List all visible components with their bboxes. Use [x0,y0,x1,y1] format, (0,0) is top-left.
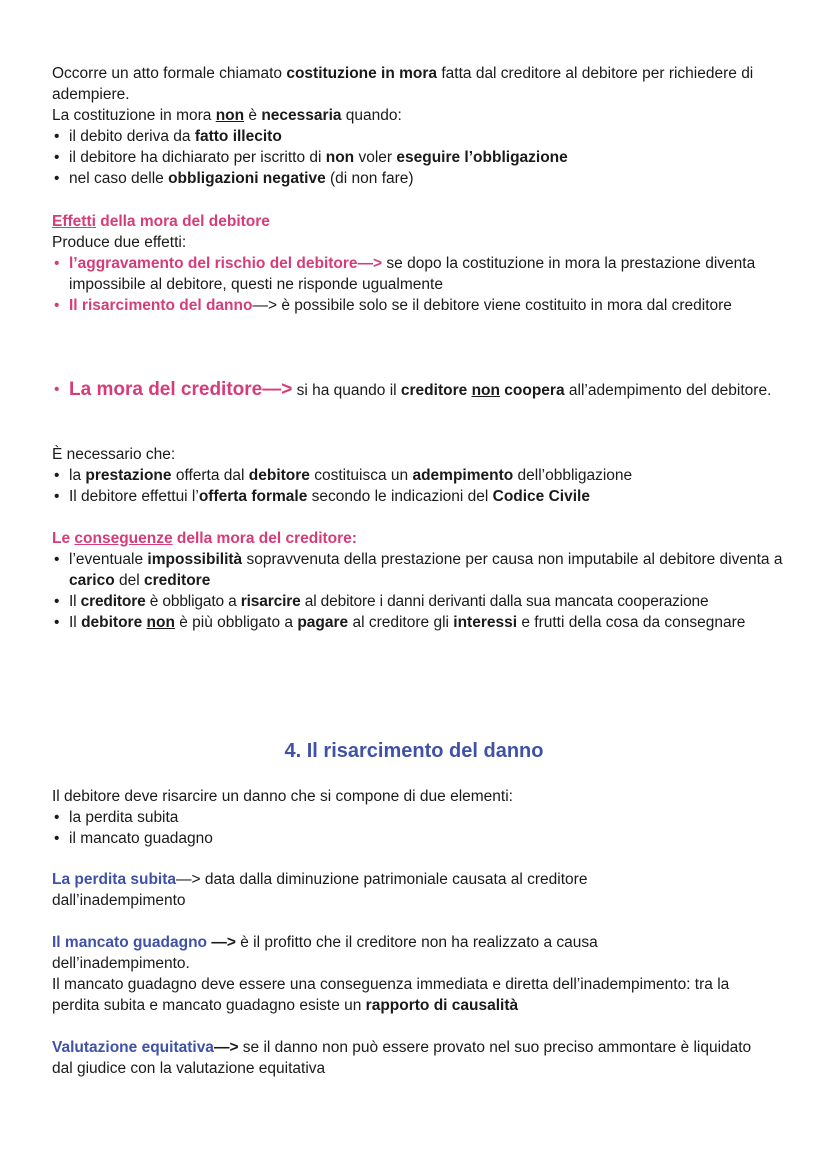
paragraph: Produce due effetti: [52,234,187,251]
bold-text: eseguire l’obbligazione [396,149,568,166]
blue-term: La perdita subita [52,871,177,888]
text: il debitore ha dichiarato per iscritto di [69,149,326,166]
text: Il mancato guadagno deve essere una conseguenza immediata e diretta dell’inadempimento: tra la perdita subita e mancato guadagno esiste un [52,976,730,1014]
chapter-title: 4. Il risarcimento del danno [284,740,544,762]
text: dell’obbligazione [513,467,633,484]
heading-underlined: conseguenze [74,530,173,547]
text: al debitore i danni derivanti dalla sua mancata cooperazione [300,593,709,610]
bold-text: pagare [297,614,349,631]
list-item [52,486,788,507]
bold-text: adempimento [412,467,514,484]
bold-text: costituzione in mora [286,65,438,82]
heading-text: Le [52,530,75,547]
arrow: —> [213,1039,239,1056]
text: secondo le indicazioni del [307,488,493,505]
bold-text: obbligazioni negative [168,170,326,187]
risarcimento-intro [52,786,788,849]
text: è il profitto che il creditore non ha realizzato a causa dell’inadempimento. [52,934,598,972]
section-heading [52,528,788,549]
arrow: —> [211,934,236,951]
paragraph [52,105,788,126]
list-item [52,465,788,486]
text: se il danno non può essere provato nel suo preciso ammontare è liquidato dal giudice con la valutazione equitativa [52,1039,752,1077]
conseguenze-section [52,528,788,633]
text: del [114,572,144,589]
causalita-paragraph [52,974,780,1016]
text: —> è possibile solo se il debitore viene costituito in mora dal creditore [252,297,732,314]
text: sopravvenuta della prestazione per causa non imputabile al debitore diventa a [242,551,783,568]
bold-text: debitore [248,467,310,484]
bold-text: impossibilità [147,551,243,568]
text: (di non fare) [325,170,414,187]
bold-text: creditore [143,572,211,589]
list-item [52,126,788,147]
text: il debito deriva da [69,128,195,145]
bold-text: non [325,149,355,166]
bold-text: risarcire [240,593,301,610]
text: Il [69,614,82,631]
bold-text: interessi [453,614,518,631]
section-heading [52,211,788,232]
heading-text: della mora del debitore [95,213,270,230]
section-title: La mora del creditore—> [69,379,293,400]
text: l’eventuale [69,551,148,568]
text: è obbligato a [145,593,241,610]
list-item [52,591,788,612]
underlined-text: non [146,614,175,631]
text: al creditore gli [348,614,454,631]
paragraph: Il debitore deve risarcire un danno che si compone di due elementi: [52,788,513,805]
list-item [52,168,788,189]
text: all’adempimento del debitore. [564,382,772,399]
pink-bold-text: Il risarcimento del danno [69,297,253,314]
bold-text: prestazione [85,467,172,484]
bold-text: coopera [504,382,565,399]
blue-term: Valutazione equitativa [52,1039,214,1056]
bold-text: fatto illecito [194,128,282,145]
text: Il [69,593,81,610]
underlined-text: non [215,107,245,124]
heading-underlined: Effetti [52,213,96,230]
bold-text: creditore [400,382,468,399]
blue-term: Il mancato guadagno [52,934,212,951]
text: voler [354,149,397,166]
list-item [52,549,788,591]
text: è [244,107,262,124]
bold-text: offerta formale [198,488,308,505]
bold-text: Codice Civile [492,488,590,505]
bold-text: necessaria [261,107,342,124]
text: quando: [341,107,402,124]
list-item [52,253,788,295]
text: La costituzione in mora [52,107,216,124]
text: fatta dal creditore al debitore per richiedere di adempiere. [52,65,754,103]
mancato-guadagno-paragraph [52,932,663,974]
costituzione-in-mora-section [52,63,788,189]
text: offerta dal [171,467,249,484]
paragraph: È necessario che: [52,446,176,463]
bold-text: rapporto di causalità [365,997,519,1014]
list-item: • il mancato guadagno [52,828,788,849]
underlined-text: non [471,382,500,399]
necessario-section [52,444,788,507]
list-item [52,612,788,633]
list-item [52,379,788,401]
bold-text: carico [69,572,115,589]
pink-bold-text: l’aggravamento del rischio del debitore—> [69,255,383,272]
text: e frutti della cosa da consegnare [517,614,746,631]
perdita-subita-paragraph [52,869,648,911]
heading-text: della mora del creditore: [172,530,357,547]
effetti-mora-debitore-section [52,211,788,316]
list-item: • la perdita subita [52,807,788,828]
bold-text: creditore [80,593,146,610]
text: Occorre un atto formale chiamato [52,65,287,82]
list-item [52,147,788,168]
valutazione-equitativa-paragraph [52,1037,756,1079]
text: Il debitore effettui l’ [69,488,199,505]
text: si ha quando il [292,382,401,399]
text: è più obbligato a [174,614,298,631]
paragraph [52,63,788,105]
text: costituisca un [309,467,413,484]
text: nel caso delle [69,170,169,187]
text: se dopo la costituzione in mora la prestazione diventa impossibile al debitore, questi ne risponde ugualmente [69,255,756,293]
bold-text: debitore [81,614,143,631]
mora-creditore-section [52,379,788,401]
text: la [69,467,86,484]
text: —> data dalla diminuzione patrimoniale causata al creditore dall’inadempimento [52,871,588,909]
list-item [52,295,788,316]
